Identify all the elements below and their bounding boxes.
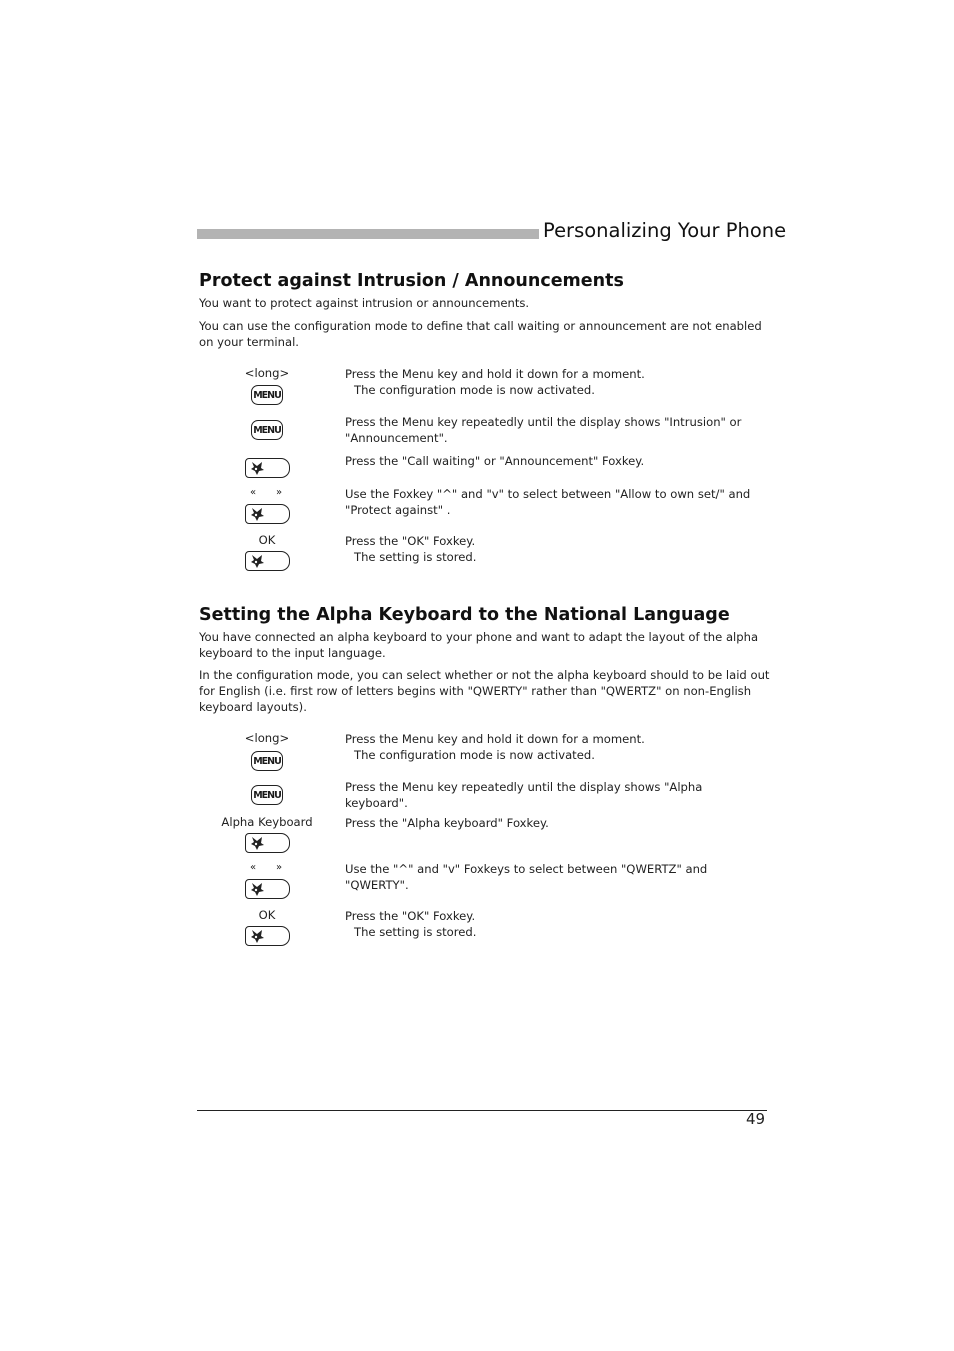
step-result: The setting is stored. <box>354 550 477 564</box>
section-heading: Setting the Alpha Keyboard to the National Language <box>199 605 730 625</box>
step-result: The setting is stored. <box>354 925 477 939</box>
step-label: OK <box>258 908 276 922</box>
step-text <box>345 533 765 565</box>
step-result: The configuration mode is now activated. <box>354 748 595 762</box>
step-result: The configuration mode is now activated. <box>354 383 595 397</box>
step-label: <long> <box>244 366 290 380</box>
step-text <box>345 908 765 940</box>
foxkey-icon <box>245 879 290 899</box>
step-text: Press the Menu key repeatedly until the display shows "Intrusion" or "Announcement". <box>345 415 742 445</box>
foxkey-icon <box>245 926 290 946</box>
scroll-down-icon: » <box>276 487 283 498</box>
page-header-title: Personalizing Your Phone <box>543 219 787 242</box>
step-label: Alpha Keyboard <box>221 815 313 829</box>
menu-key-icon: MENU <box>251 420 283 440</box>
paragraph: In the configuration mode, you can select whether or not the alpha keyboard should to be laid out for English (i.e. first row of letters begins with "QWERTY" rather than "QWERTZ" on non-English keyboard layouts). <box>199 668 770 714</box>
footer-rule <box>197 1110 767 1111</box>
paragraph: You can use the configuration mode to define that call waiting or announcement are not enabled on your terminal. <box>199 319 762 349</box>
paragraph: You have connected an alpha keyboard to your phone and want to adapt the layout of the alpha keyboard to the input language. <box>199 630 759 660</box>
step-text <box>345 366 765 398</box>
scroll-up-icon: « <box>250 862 257 873</box>
section-heading: Protect against Intrusion / Announcements <box>199 271 624 291</box>
step-text: Press the Menu key repeatedly until the display shows "Alpha keyboard". <box>345 780 703 810</box>
page-number: 49 <box>746 1110 766 1128</box>
menu-key-icon: MENU <box>251 751 283 771</box>
step-instruction: Press the Menu key and hold it down for a moment. <box>345 732 645 746</box>
menu-key-icon: MENU <box>251 385 283 405</box>
step-text: Use the Foxkey "^" and "v" to select between "Allow to own set/" and "Protect against" . <box>345 487 751 517</box>
step-instruction: Press the "OK" Foxkey. <box>345 909 476 923</box>
step-label: OK <box>258 533 276 547</box>
menu-key-icon: MENU <box>251 785 283 805</box>
step-label: <long> <box>244 731 290 745</box>
scroll-down-icon: » <box>276 862 283 873</box>
step-text: Press the "Alpha keyboard" Foxkey. <box>345 816 549 830</box>
foxkey-icon <box>245 833 290 853</box>
step-text: Press the "Call waiting" or "Announcement" Foxkey. <box>345 454 645 468</box>
header-bar <box>197 229 539 239</box>
step-instruction: Press the "OK" Foxkey. <box>345 534 476 548</box>
paragraph: You want to protect against intrusion or announcements. <box>199 296 530 310</box>
step-text <box>345 731 765 763</box>
step-text: Use the "^" and "v" Foxkeys to select between "QWERTZ" and "QWERTY". <box>345 862 708 892</box>
step-instruction: Press the Menu key and hold it down for a moment. <box>345 367 645 381</box>
scroll-up-icon: « <box>250 487 257 498</box>
foxkey-icon <box>245 551 290 571</box>
foxkey-icon <box>245 458 290 478</box>
foxkey-icon <box>245 504 290 524</box>
